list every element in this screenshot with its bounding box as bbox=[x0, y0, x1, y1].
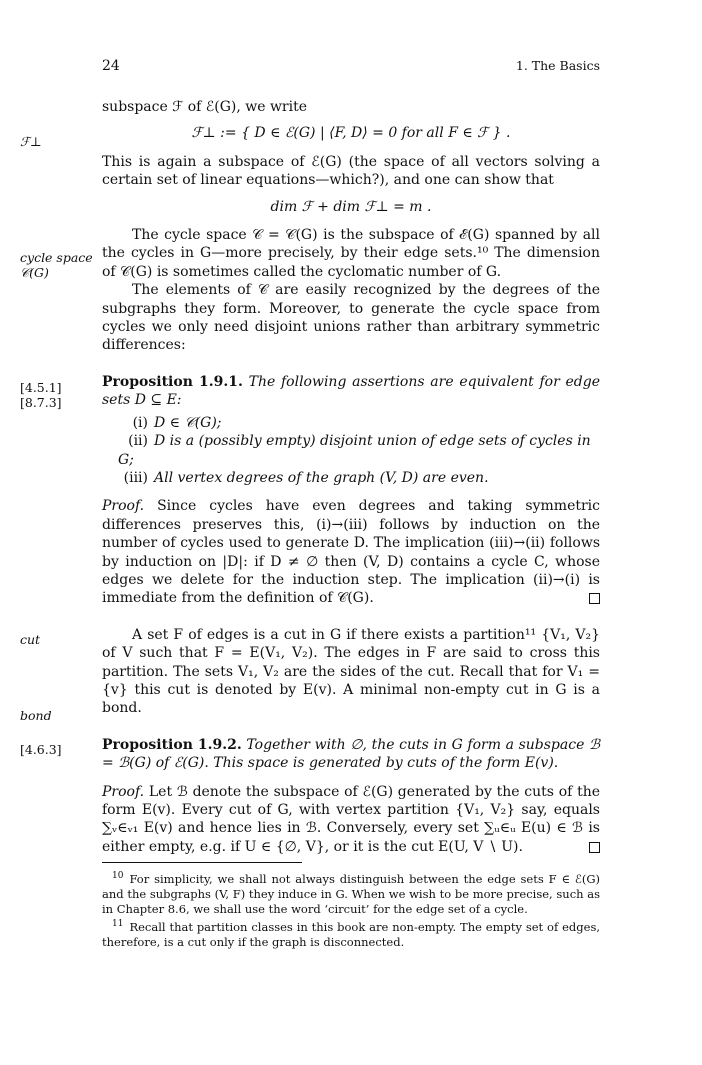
margin-f-perp: ℱ⊥ bbox=[20, 134, 42, 149]
proposition-heading: Proposition 1.9.2. bbox=[102, 736, 242, 753]
proposition-1-9-1 bbox=[102, 373, 600, 487]
proof-1 bbox=[102, 497, 600, 607]
proposition-statement: The following assertions are equivalent for edge sets D ⊆ E: bbox=[102, 373, 600, 409]
margin-ref-463: [4.6.3] bbox=[20, 742, 62, 757]
proof-text: Since cycles have even degrees and taking symmetric differences preserves this, (i)→(iii) follows by induction on the number of cycles used to generate D. The implication (iii)→(ii) follows by induction on |D|: if D ≠ ∅ then (V, D) contains a cycle C, whose edges we delete for the induction step. The implication (ii)→(i) is immediate from the definition of 𝒞(G). bbox=[102, 498, 600, 607]
proof-label: Proof. bbox=[102, 783, 145, 800]
proposition-statement: Together with ∅, the cuts in G form a subspace ℬ = ℬ(G) of ℰ(G). This space is generated by cuts of the form E(v). bbox=[102, 736, 601, 772]
margin-cut: cut bbox=[20, 632, 41, 647]
page-header bbox=[102, 58, 600, 78]
footnote-11: $^{11}$ Recall that partition classes in this book are non-empty. The empty set of edges, therefore, is a cut only if the graph is disconnected. bbox=[102, 919, 600, 949]
margin-cycle-space: cycle space bbox=[20, 250, 93, 265]
main-text bbox=[102, 98, 600, 950]
qed-box-icon bbox=[589, 842, 600, 853]
margin-ref-873: [8.7.3] bbox=[20, 395, 62, 410]
page-number: 24 bbox=[102, 58, 120, 74]
proof-text: Let ℬ denote the subspace of ℰ(G) generated by the cuts of the form E(v). Every cut of G, with vertex partition {V₁, V₂} say, equals ∑ᵥ∈ᵥ₁ E(v) and hence lies in ℬ. Conversely, every set ∑ᵤ∈ᵤ E(u) ∈ ℬ is either empty, e.g. if U ∈ {∅, V}, or it is the cut E(U, V ∖ U). bbox=[102, 783, 600, 855]
equation-f-perp: ℱ⊥ := { D ∈ ℰ(G) | ⟨F, D⟩ = 0 for all F ∈ ℱ } . bbox=[191, 125, 511, 142]
proposition-heading: Proposition 1.9.1. bbox=[102, 373, 243, 390]
intro-line: subspace ℱ of ℰ(G), we write bbox=[102, 99, 308, 115]
running-head: 1. The Basics bbox=[515, 58, 600, 73]
proof-label: Proof. bbox=[102, 498, 145, 515]
proposition-items bbox=[118, 414, 600, 488]
proof-2 bbox=[102, 783, 600, 857]
footnote-rule bbox=[102, 862, 302, 863]
footnote-10: $^{10}$ For simplicity, we shall not always distinguish between the edge sets F ∈ ℰ(G) and the subgraphs (V, F) they induce in G. When we wish to be more precise, such as in Chapter 8.6, we shall use the word ‘circuit’ for the edge set of a cycle. bbox=[102, 871, 600, 917]
margin-cycle-space-symbol: 𝒞(G) bbox=[20, 265, 49, 280]
margin-ref-451: [4.5.1] bbox=[20, 380, 62, 395]
proposition-1-9-2 bbox=[102, 736, 600, 773]
list-item: (ii) D is a (possibly empty) disjoint union of edge sets of cycles in G; bbox=[118, 433, 591, 468]
qed-box-icon bbox=[589, 593, 600, 604]
list-item: (i) D ∈ 𝒞(G); bbox=[132, 414, 222, 431]
equation-dimension: dim ℱ + dim ℱ⊥ = m . bbox=[270, 198, 432, 215]
list-item: (iii) All vertex degrees of the graph (V, D) are even. bbox=[123, 469, 489, 486]
paragraph-elements: The elements of 𝒞 are easily recognized by the degrees of the subgraphs they form. Moreover, to generate the cycle space from cycles we only need disjoint unions rather than arbitrary symmetric differences: bbox=[102, 282, 600, 354]
paragraph-cut: A set F of edges is a cut in G if there exists a partition¹¹ {V₁, V₂} of V such that F = E(V₁, V₂). The edges in F are said to cross this partition. The sets V₁, V₂ are the sides of the cut. Recall that for V₁ = {v} this cut is denoted by E(v). A minimal non-empty cut in G is a bond. bbox=[102, 626, 600, 717]
paragraph-subspace: This is again a subspace of ℰ(G) (the space of all vectors solving a certain set of linear equations—which?), and one can show that bbox=[102, 153, 600, 189]
margin-bond: bond bbox=[20, 708, 52, 723]
paragraph-cycle-space: The cycle space 𝒞 = 𝒞(G) is the subspace of ℰ(G) spanned by all the cycles in G—more precisely, by their edge sets.¹⁰ The dimension of 𝒞(G) is sometimes called the cyclomatic number of G. bbox=[102, 227, 600, 280]
